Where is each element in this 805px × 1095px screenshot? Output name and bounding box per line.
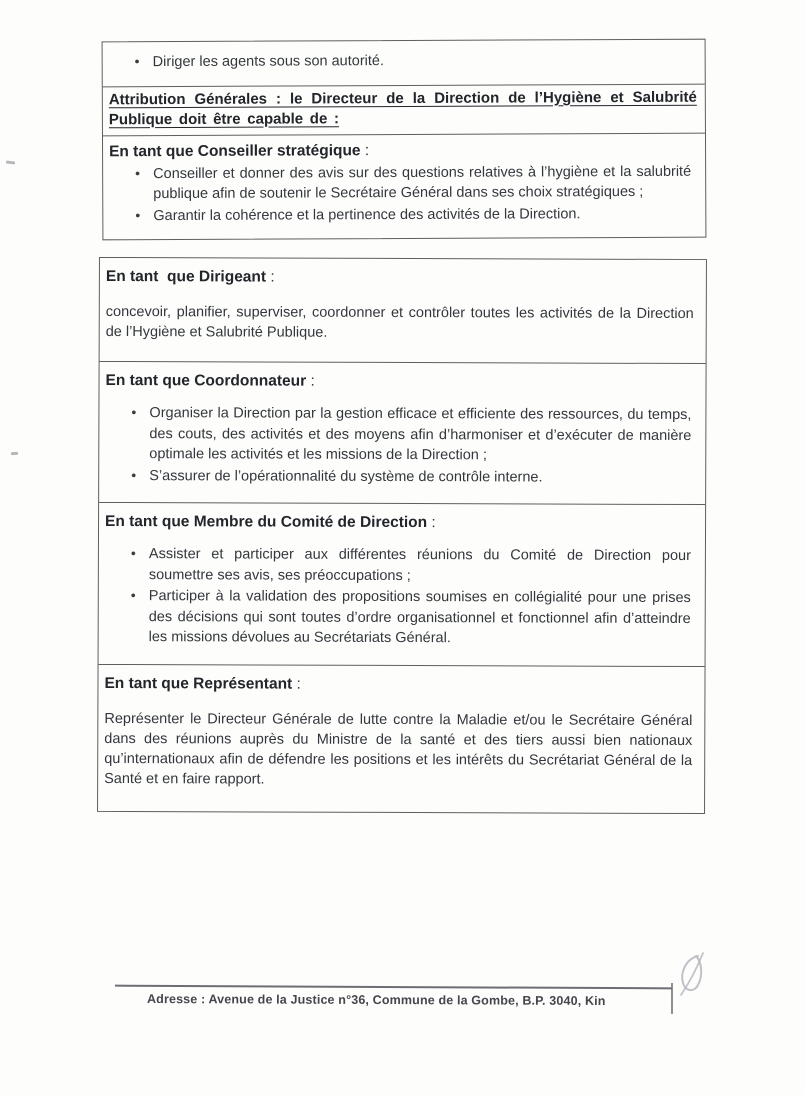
list-item-text: Participer à la validation des propositions soumises en collégialité pour une prises des décisions qui sont toutes d’ordre organisationnel et fonctionnel afin d’atteindre les missions dévolues au Secrétariats Général.: [148, 588, 691, 647]
section-bullet-list: [99, 544, 705, 650]
list-item-text: Organiser la Direction par la gestion efficace et efficiente des ressources, du temps, des couts, des activités et des moyens afin d’harmoniser et d’exécuter de manière optimale les activités et les missions de la Direction ;: [149, 405, 692, 464]
list-item-text: Diriger les agents sous son autorité.: [152, 53, 385, 71]
list-item-text: Conseiller et donner des avis sur des questions relatives à l’hygiène et la salubrité publique afin de soutenir le Secrétaire Général dans ses choix stratégiques ;: [153, 163, 692, 203]
roles-box: [97, 257, 707, 814]
bullet-dot-icon: •: [130, 587, 136, 604]
attributions-header-text: Attribution Générales : le Directeur de la Direction de l’Hygiène et Salubrité Publique doit être capable de :: [108, 88, 697, 128]
margin-mark: [6, 160, 15, 164]
section-title-text: En tant que Représentant: [104, 674, 293, 693]
section-title-colon: :: [360, 141, 370, 159]
section-title: [98, 668, 704, 697]
section-paragraph: Représenter le Directeur Générale de lutte contre la Maladie et/ou le Secrétaire Général dans des réunions auprès du Ministre de la santé et des tiers aussi bien nationaux qu’internationaux afin de défendre les positions et les intérêts du Secrétariat Général de la Santé et en faire rapport.: [104, 710, 693, 788]
section-title: [99, 366, 705, 395]
section-representant: [98, 663, 705, 812]
list-item: [99, 544, 705, 587]
section-dirigeant: [100, 258, 706, 363]
list-item: [99, 403, 705, 467]
section-title: [99, 507, 705, 536]
bullet-dot-icon: •: [135, 206, 141, 223]
section-title-text: En tant que Membre du Comité de Direction: [105, 512, 428, 532]
section-title: [103, 134, 705, 164]
bullet-dot-icon: •: [131, 404, 137, 421]
list-item-text: Assister et participer aux différentes réunions du Comité de Direction pour soumettre ses avis, ses préoccupations ;: [148, 546, 691, 584]
list-item: [103, 161, 705, 205]
section-bullet-list: [99, 403, 705, 488]
list-item: [99, 586, 705, 650]
list-item: [103, 203, 705, 226]
margin-mark: [11, 452, 18, 455]
footer-address: Adresse : Avenue de la Justice n°36, Commune de la Gombe, B.P. 3040, Kin: [146, 991, 606, 1009]
section-title-colon: :: [292, 675, 301, 693]
section-title: [100, 262, 706, 291]
section-title-text: En tant que Coordonnateur: [105, 371, 307, 390]
attributions-header-row: [103, 83, 705, 135]
bullet-dot-icon: •: [134, 53, 140, 70]
footer-rule: [115, 985, 672, 990]
list-item-text: Garantir la cohérence et la pertinence des activités de la Direction.: [153, 205, 581, 224]
intro-bullet-row: [103, 40, 705, 86]
section-conseiller-strategique: [103, 132, 705, 239]
section-coordonnateur: [99, 361, 705, 504]
intro-bullet-list: [103, 50, 705, 73]
list-item-text: S’assurer de l’opérationnalité du système de contrôle interne.: [149, 467, 543, 485]
section-membre-comite: [99, 502, 706, 666]
list-item: [99, 465, 705, 488]
section-title-colon: :: [427, 514, 436, 532]
bullet-dot-icon: •: [131, 466, 137, 483]
bullet-dot-icon: •: [135, 164, 141, 181]
list-item: [103, 50, 705, 73]
handwritten-mark-icon: [668, 950, 714, 1002]
section-title-colon: :: [266, 268, 275, 286]
section-title-text: En tant que Conseiller stratégique: [109, 141, 361, 160]
section-title-text: En tant que Dirigeant: [105, 267, 267, 286]
bullet-dot-icon: •: [130, 545, 136, 562]
section-title-colon: :: [306, 372, 315, 390]
attributions-generales-box: [102, 39, 707, 241]
section-bullet-list: [103, 161, 705, 226]
section-paragraph: concevoir, planifier, superviser, coordonner et contrôler toutes les activités de la Direction de l’Hygiène et Salubrité Publique.: [105, 303, 694, 341]
